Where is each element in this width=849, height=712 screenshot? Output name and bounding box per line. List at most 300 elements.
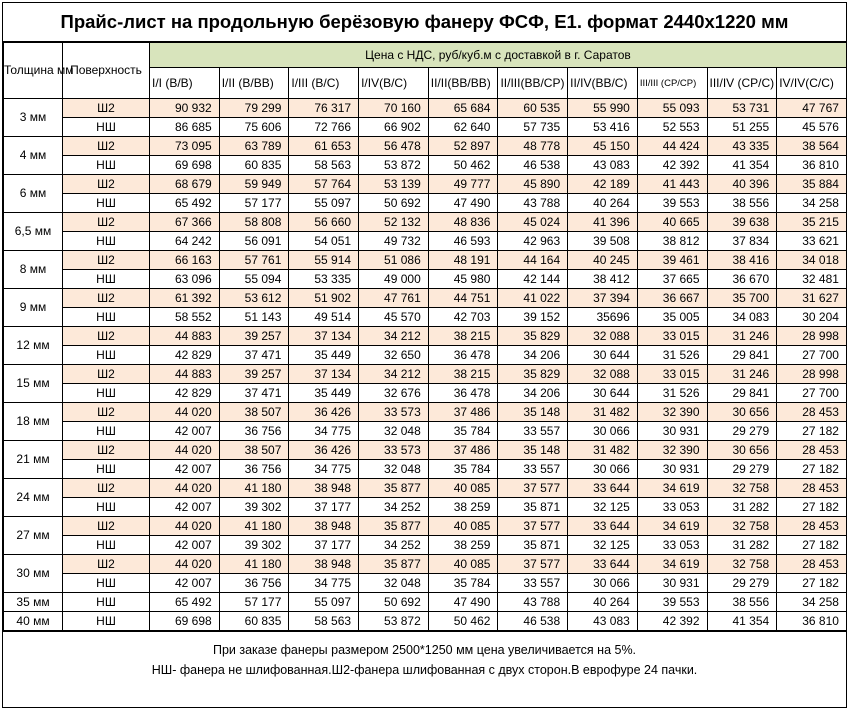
- price-cell: 70 160: [359, 99, 429, 118]
- table-row: [4, 251, 847, 270]
- price-cell: 35 449: [289, 384, 359, 403]
- price-cell: 52 132: [359, 213, 429, 232]
- surface-cell: НШ: [63, 593, 150, 612]
- price-cell: 34 775: [289, 574, 359, 593]
- thickness-cell: 30 мм: [4, 555, 63, 593]
- thickness-header: Толщина мм: [4, 43, 63, 99]
- page-title: Прайс-лист на продольную берёзовую фанеру ФСФ, Е1. формат 2440х1220 мм: [3, 3, 846, 42]
- price-cell: 33 621: [777, 232, 847, 251]
- price-cell: 57 761: [219, 251, 289, 270]
- price-cell: 37 134: [289, 365, 359, 384]
- price-cell: 61 392: [150, 289, 220, 308]
- price-cell: 43 083: [568, 612, 638, 631]
- price-cell: 44 020: [150, 441, 220, 460]
- price-cell: 30 066: [568, 422, 638, 441]
- price-cell: 27 700: [777, 346, 847, 365]
- surface-cell: Ш2: [63, 479, 150, 498]
- price-cell: 34 258: [777, 194, 847, 213]
- price-cell: 79 299: [219, 99, 289, 118]
- price-band-header: Цена с НДС, руб/куб.м с доставкой в г. Саратов: [150, 43, 847, 68]
- price-cell: 38 564: [777, 137, 847, 156]
- price-cell: 53 872: [359, 156, 429, 175]
- price-cell: 29 279: [707, 574, 777, 593]
- price-cell: 32 758: [707, 517, 777, 536]
- table-row: [4, 441, 847, 460]
- price-cell: 32 650: [359, 346, 429, 365]
- price-cell: 47 490: [428, 593, 498, 612]
- price-cell: 51 086: [359, 251, 429, 270]
- price-cell: 38 507: [219, 441, 289, 460]
- price-cell: 42 189: [568, 175, 638, 194]
- price-cell: 43 788: [498, 593, 568, 612]
- price-cell: 47 761: [359, 289, 429, 308]
- price-cell: 44 883: [150, 327, 220, 346]
- price-cell: 41 180: [219, 555, 289, 574]
- price-cell: 35 148: [498, 441, 568, 460]
- price-cell: 58 552: [150, 308, 220, 327]
- table-row: [4, 308, 847, 327]
- thickness-cell: 24 мм: [4, 479, 63, 517]
- price-cell: 44 883: [150, 365, 220, 384]
- price-cell: 65 684: [428, 99, 498, 118]
- price-cell: 38 812: [637, 232, 707, 251]
- price-cell: 38 948: [289, 555, 359, 574]
- price-cell: 45 024: [498, 213, 568, 232]
- price-cell: 39 638: [707, 213, 777, 232]
- price-cell: 42 392: [637, 156, 707, 175]
- price-cell: 28 453: [777, 479, 847, 498]
- price-cell: 36 810: [777, 156, 847, 175]
- price-cell: 55 094: [219, 270, 289, 289]
- price-cell: 42 007: [150, 574, 220, 593]
- price-cell: 32 390: [637, 403, 707, 422]
- surface-cell: НШ: [63, 270, 150, 289]
- price-cell: 41 443: [637, 175, 707, 194]
- price-cell: 32 048: [359, 460, 429, 479]
- price-cell: 46 538: [498, 612, 568, 631]
- surface-cell: НШ: [63, 612, 150, 631]
- price-cell: 33 644: [568, 555, 638, 574]
- price-cell: 30 931: [637, 460, 707, 479]
- price-cell: 37 394: [568, 289, 638, 308]
- price-cell: 44 020: [150, 479, 220, 498]
- price-cell: 37 577: [498, 479, 568, 498]
- price-cell: 35 700: [707, 289, 777, 308]
- surface-cell: НШ: [63, 574, 150, 593]
- price-cell: 41 022: [498, 289, 568, 308]
- thickness-cell: 27 мм: [4, 517, 63, 555]
- price-cell: 46 538: [498, 156, 568, 175]
- price-cell: 75 606: [219, 118, 289, 137]
- price-cell: 34 206: [498, 346, 568, 365]
- price-cell: 32 088: [568, 327, 638, 346]
- surface-cell: Ш2: [63, 99, 150, 118]
- price-cell: 49 777: [428, 175, 498, 194]
- price-cell: 32 676: [359, 384, 429, 403]
- price-cell: 30 644: [568, 346, 638, 365]
- price-cell: 35 784: [428, 422, 498, 441]
- table-row: [4, 517, 847, 536]
- surface-cell: НШ: [63, 308, 150, 327]
- price-cell: 42 144: [498, 270, 568, 289]
- price-cell: 35 148: [498, 403, 568, 422]
- price-cell: 27 182: [777, 498, 847, 517]
- price-cell: 42 007: [150, 498, 220, 517]
- price-cell: 56 660: [289, 213, 359, 232]
- price-cell: 37 177: [289, 498, 359, 517]
- price-cell: 40 665: [637, 213, 707, 232]
- price-cell: 32 390: [637, 441, 707, 460]
- price-cell: 37 486: [428, 403, 498, 422]
- price-cell: 38 507: [219, 403, 289, 422]
- price-cell: 36 756: [219, 422, 289, 441]
- price-cell: 32 088: [568, 365, 638, 384]
- surface-cell: Ш2: [63, 327, 150, 346]
- surface-cell: НШ: [63, 460, 150, 479]
- surface-cell: НШ: [63, 498, 150, 517]
- price-cell: 59 949: [219, 175, 289, 194]
- surface-cell: Ш2: [63, 517, 150, 536]
- price-cell: 40 396: [707, 175, 777, 194]
- price-cell: 49 514: [289, 308, 359, 327]
- price-cell: 29 841: [707, 384, 777, 403]
- price-cell: 33 573: [359, 403, 429, 422]
- price-cell: 34 206: [498, 384, 568, 403]
- price-cell: 44 751: [428, 289, 498, 308]
- price-cell: 36 670: [707, 270, 777, 289]
- price-cell: 53 139: [359, 175, 429, 194]
- price-cell: 55 990: [568, 99, 638, 118]
- price-cell: 62 640: [428, 118, 498, 137]
- price-cell: 38 412: [568, 270, 638, 289]
- surface-header: Поверхность: [63, 43, 150, 99]
- table-row: [4, 232, 847, 251]
- table-row: [4, 460, 847, 479]
- table-header: [4, 43, 847, 99]
- price-cell: 41 180: [219, 517, 289, 536]
- price-cell: 42 963: [498, 232, 568, 251]
- price-cell: 39 302: [219, 498, 289, 517]
- table-row: [4, 346, 847, 365]
- price-cell: 32 481: [777, 270, 847, 289]
- thickness-cell: 18 мм: [4, 403, 63, 441]
- price-cell: 72 766: [289, 118, 359, 137]
- price-cell: 34 775: [289, 460, 359, 479]
- price-cell: 69 698: [150, 156, 220, 175]
- price-cell: 35 449: [289, 346, 359, 365]
- price-cell: 33 644: [568, 479, 638, 498]
- price-cell: 65 492: [150, 593, 220, 612]
- price-cell: 35 829: [498, 327, 568, 346]
- grade-header: IV/IV(C/C): [777, 68, 847, 99]
- price-cell: 53 612: [219, 289, 289, 308]
- price-cell: 37 486: [428, 441, 498, 460]
- price-cell: 73 095: [150, 137, 220, 156]
- price-cell: 63 789: [219, 137, 289, 156]
- table-row: [4, 384, 847, 403]
- price-cell: 38 948: [289, 517, 359, 536]
- price-cell: 48 778: [498, 137, 568, 156]
- price-cell: 45 150: [568, 137, 638, 156]
- surface-cell: Ш2: [63, 137, 150, 156]
- price-cell: 34 619: [637, 555, 707, 574]
- price-cell: 50 462: [428, 612, 498, 631]
- surface-cell: Ш2: [63, 213, 150, 232]
- grade-header: III/IV (CP/C): [707, 68, 777, 99]
- table-row: [4, 270, 847, 289]
- table-row: [4, 327, 847, 346]
- price-cell: 51 255: [707, 118, 777, 137]
- surface-cell: Ш2: [63, 365, 150, 384]
- price-cell: 39 508: [568, 232, 638, 251]
- price-cell: 33 573: [359, 441, 429, 460]
- price-cell: 29 279: [707, 422, 777, 441]
- table-row: [4, 536, 847, 555]
- thickness-cell: 4 мм: [4, 137, 63, 175]
- price-cell: 58 808: [219, 213, 289, 232]
- grade-header: I/II (B/BB): [219, 68, 289, 99]
- price-cell: 42 392: [637, 612, 707, 631]
- price-cell: 32 758: [707, 479, 777, 498]
- price-cell: 35 877: [359, 555, 429, 574]
- price-cell: 38 416: [707, 251, 777, 270]
- price-cell: 58 563: [289, 156, 359, 175]
- price-cell: 35 784: [428, 574, 498, 593]
- thickness-cell: 12 мм: [4, 327, 63, 365]
- price-cell: 31 282: [707, 536, 777, 555]
- price-cell: 65 492: [150, 194, 220, 213]
- price-cell: 57 764: [289, 175, 359, 194]
- grade-header: II/IV(BB/C): [568, 68, 638, 99]
- thickness-cell: 21 мм: [4, 441, 63, 479]
- price-cell: 34 252: [359, 536, 429, 555]
- price-cell: 36 478: [428, 346, 498, 365]
- table-row: [4, 403, 847, 422]
- table-row: [4, 213, 847, 232]
- thickness-cell: 6 мм: [4, 175, 63, 213]
- price-cell: 51 143: [219, 308, 289, 327]
- price-cell: 42 007: [150, 422, 220, 441]
- grade-header: I/III (B/C): [289, 68, 359, 99]
- price-cell: 38 556: [707, 194, 777, 213]
- price-cell: 35696: [568, 308, 638, 327]
- price-cell: 41 396: [568, 213, 638, 232]
- price-cell: 41 354: [707, 156, 777, 175]
- price-cell: 37 134: [289, 327, 359, 346]
- price-cell: 44 424: [637, 137, 707, 156]
- price-cell: 53 872: [359, 612, 429, 631]
- price-cell: 69 698: [150, 612, 220, 631]
- surface-cell: НШ: [63, 232, 150, 251]
- price-cell: 58 563: [289, 612, 359, 631]
- grade-header: III/III (CP/CP): [637, 68, 707, 99]
- price-list-sheet: [2, 2, 847, 708]
- price-cell: 35 877: [359, 479, 429, 498]
- price-cell: 33 053: [637, 536, 707, 555]
- price-cell: 49 732: [359, 232, 429, 251]
- thickness-cell: 3 мм: [4, 99, 63, 137]
- price-cell: 34 619: [637, 479, 707, 498]
- price-cell: 36 756: [219, 574, 289, 593]
- price-cell: 35 884: [777, 175, 847, 194]
- price-cell: 39 152: [498, 308, 568, 327]
- price-cell: 33 015: [637, 327, 707, 346]
- price-cell: 45 576: [777, 118, 847, 137]
- price-cell: 35 877: [359, 517, 429, 536]
- price-cell: 43 335: [707, 137, 777, 156]
- price-cell: 66 163: [150, 251, 220, 270]
- table-row: [4, 422, 847, 441]
- price-cell: 32 048: [359, 574, 429, 593]
- table-row: [4, 555, 847, 574]
- price-cell: 40 245: [568, 251, 638, 270]
- table-row: [4, 612, 847, 631]
- price-cell: 66 902: [359, 118, 429, 137]
- price-cell: 30 656: [707, 403, 777, 422]
- price-cell: 60 835: [219, 612, 289, 631]
- price-cell: 48 836: [428, 213, 498, 232]
- price-cell: 53 416: [568, 118, 638, 137]
- price-cell: 42 007: [150, 536, 220, 555]
- table-row: [4, 118, 847, 137]
- price-cell: 28 453: [777, 441, 847, 460]
- price-cell: 42 703: [428, 308, 498, 327]
- price-cell: 56 478: [359, 137, 429, 156]
- price-cell: 48 191: [428, 251, 498, 270]
- price-cell: 43 788: [498, 194, 568, 213]
- price-cell: 27 182: [777, 422, 847, 441]
- price-cell: 45 570: [359, 308, 429, 327]
- price-cell: 35 005: [637, 308, 707, 327]
- price-cell: 76 317: [289, 99, 359, 118]
- price-cell: 28 453: [777, 517, 847, 536]
- price-cell: 37 577: [498, 555, 568, 574]
- price-cell: 63 096: [150, 270, 220, 289]
- price-cell: 68 679: [150, 175, 220, 194]
- price-cell: 40 085: [428, 517, 498, 536]
- price-cell: 38 215: [428, 327, 498, 346]
- price-cell: 27 182: [777, 536, 847, 555]
- surface-cell: Ш2: [63, 555, 150, 574]
- price-cell: 33 053: [637, 498, 707, 517]
- surface-cell: Ш2: [63, 403, 150, 422]
- price-cell: 34 258: [777, 593, 847, 612]
- price-cell: 32 125: [568, 536, 638, 555]
- price-cell: 50 462: [428, 156, 498, 175]
- price-cell: 53 731: [707, 99, 777, 118]
- price-cell: 57 735: [498, 118, 568, 137]
- price-cell: 34 619: [637, 517, 707, 536]
- price-cell: 60 835: [219, 156, 289, 175]
- price-cell: 27 182: [777, 460, 847, 479]
- price-cell: 33 015: [637, 365, 707, 384]
- price-cell: 42 829: [150, 384, 220, 403]
- price-cell: 39 461: [637, 251, 707, 270]
- price-cell: 28 453: [777, 403, 847, 422]
- price-cell: 44 020: [150, 555, 220, 574]
- surface-cell: НШ: [63, 536, 150, 555]
- price-cell: 35 784: [428, 460, 498, 479]
- price-cell: 27 700: [777, 384, 847, 403]
- price-cell: 33 557: [498, 422, 568, 441]
- table-row: [4, 365, 847, 384]
- price-cell: 27 182: [777, 574, 847, 593]
- price-cell: 30 644: [568, 384, 638, 403]
- price-cell: 34 212: [359, 365, 429, 384]
- price-cell: 39 257: [219, 365, 289, 384]
- surface-cell: НШ: [63, 156, 150, 175]
- price-cell: 41 354: [707, 612, 777, 631]
- price-cell: 28 998: [777, 327, 847, 346]
- price-cell: 47 767: [777, 99, 847, 118]
- surface-cell: Ш2: [63, 289, 150, 308]
- thickness-cell: 9 мм: [4, 289, 63, 327]
- price-cell: 55 097: [289, 593, 359, 612]
- price-cell: 32 758: [707, 555, 777, 574]
- price-cell: 32 125: [568, 498, 638, 517]
- price-cell: 46 593: [428, 232, 498, 251]
- price-cell: 30 931: [637, 422, 707, 441]
- price-cell: 55 914: [289, 251, 359, 270]
- price-cell: 52 553: [637, 118, 707, 137]
- price-cell: 31 526: [637, 346, 707, 365]
- surface-cell: Ш2: [63, 441, 150, 460]
- price-cell: 90 932: [150, 99, 220, 118]
- price-cell: 34 212: [359, 327, 429, 346]
- price-cell: 39 302: [219, 536, 289, 555]
- price-cell: 60 535: [498, 99, 568, 118]
- price-cell: 32 048: [359, 422, 429, 441]
- surface-cell: НШ: [63, 118, 150, 137]
- price-cell: 37 471: [219, 384, 289, 403]
- price-cell: 67 366: [150, 213, 220, 232]
- surface-cell: Ш2: [63, 175, 150, 194]
- footer-notes: [3, 631, 846, 680]
- price-cell: 35 215: [777, 213, 847, 232]
- price-cell: 36 810: [777, 612, 847, 631]
- price-cell: 43 083: [568, 156, 638, 175]
- price-cell: 30 066: [568, 460, 638, 479]
- table-row: [4, 194, 847, 213]
- price-cell: 64 242: [150, 232, 220, 251]
- price-cell: 34 775: [289, 422, 359, 441]
- thickness-cell: 6,5 мм: [4, 213, 63, 251]
- price-cell: 61 653: [289, 137, 359, 156]
- price-cell: 30 066: [568, 574, 638, 593]
- price-cell: 45 890: [498, 175, 568, 194]
- footer-note-legend: НШ- фанера не шлифованная.Ш2-фанера шлифованная с двух сторон.В еврофуре 24 пачки.: [151, 663, 698, 677]
- price-table: [3, 42, 847, 631]
- price-cell: 37 471: [219, 346, 289, 365]
- price-cell: 38 948: [289, 479, 359, 498]
- price-cell: 86 685: [150, 118, 220, 137]
- price-cell: 52 897: [428, 137, 498, 156]
- price-cell: 30 931: [637, 574, 707, 593]
- surface-cell: НШ: [63, 422, 150, 441]
- table-row: [4, 137, 847, 156]
- price-cell: 33 557: [498, 460, 568, 479]
- price-cell: 31 482: [568, 403, 638, 422]
- grade-header: I/IV(B/C): [359, 68, 429, 99]
- price-cell: 36 478: [428, 384, 498, 403]
- price-cell: 45 980: [428, 270, 498, 289]
- footer-note-size: При заказе фанеры размером 2500*1250 мм цена увеличивается на 5%.: [212, 643, 637, 657]
- price-cell: 40 085: [428, 555, 498, 574]
- table-row: [4, 289, 847, 308]
- price-cell: 28 998: [777, 365, 847, 384]
- price-cell: 37 577: [498, 517, 568, 536]
- price-cell: 50 692: [359, 194, 429, 213]
